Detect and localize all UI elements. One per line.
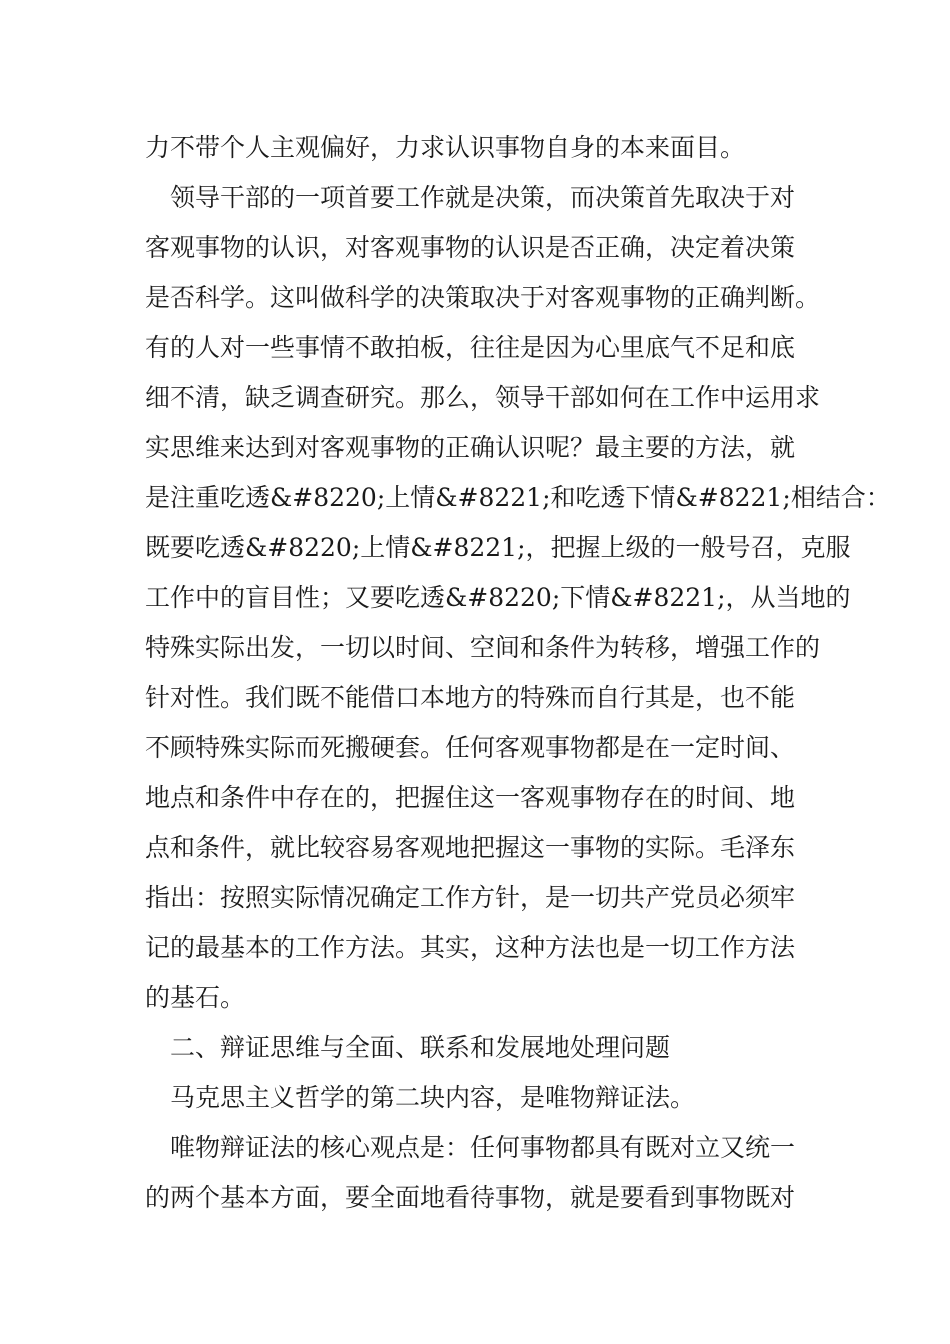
text-line: 地点和条件中存在的，把握住这一客观事物存在的时间、地 (145, 783, 796, 812)
text-line: 是注重吃透&#8220;上情&#8221;和吃透下情&#8221;相结合： (145, 483, 891, 512)
text-line: 有的人对一些事情不敢拍板，往往是因为心里底气不足和底 (145, 333, 796, 362)
text-line: 客观事物的认识，对客观事物的认识是否正确，决定着决策 (145, 233, 796, 262)
text-line: 点和条件，就比较容易客观地把握这一事物的实际。毛泽东 (145, 833, 796, 862)
text-line: 唯物辩证法的核心观点是：任何事物都具有既对立又统一 (170, 1133, 796, 1162)
text-line: 既要吃透&#8220;上情&#8221;，把握上级的一般号召，克服 (145, 533, 851, 562)
text-line: 的基石。 (145, 983, 246, 1012)
text-line: 特殊实际出发，一切以时间、空间和条件为转移，增强工作的 (145, 633, 821, 662)
text-line: 的两个基本方面，要全面地看待事物，就是要看到事物既对 (145, 1183, 796, 1212)
body-text (145, 123, 891, 1223)
text-line: 实思维来达到对客观事物的正确认识呢？最主要的方法，就 (145, 433, 796, 462)
text-line: 针对性。我们既不能借口本地方的特殊而自行其是，也不能 (145, 683, 796, 712)
text-line: 力不带个人主观偏好，力求认识事物自身的本来面目。 (145, 133, 746, 162)
text-line: 不顾特殊实际而死搬硬套。任何客观事物都是在一定时间、 (145, 733, 796, 762)
text-line: 是否科学。这叫做科学的决策取决于对客观事物的正确判断。 (145, 283, 821, 312)
text-line: 工作中的盲目性；又要吃透&#8220;下情&#8221;，从当地的 (145, 583, 851, 612)
text-line: 细不清，缺乏调查研究。那么，领导干部如何在工作中运用求 (145, 383, 821, 412)
text-line: 领导干部的一项首要工作就是决策，而决策首先取决于对 (170, 183, 796, 212)
text-line: 马克思主义哲学的第二块内容，是唯物辩证法。 (170, 1083, 696, 1112)
text-line: 记的最基本的工作方法。其实，这种方法也是一切工作方法 (145, 933, 796, 962)
text-line: 指出：按照实际情况确定工作方针，是一切共产党员必须牢 (145, 883, 796, 912)
text-line: 二、辩证思维与全面、联系和发展地处理问题 (170, 1033, 671, 1062)
